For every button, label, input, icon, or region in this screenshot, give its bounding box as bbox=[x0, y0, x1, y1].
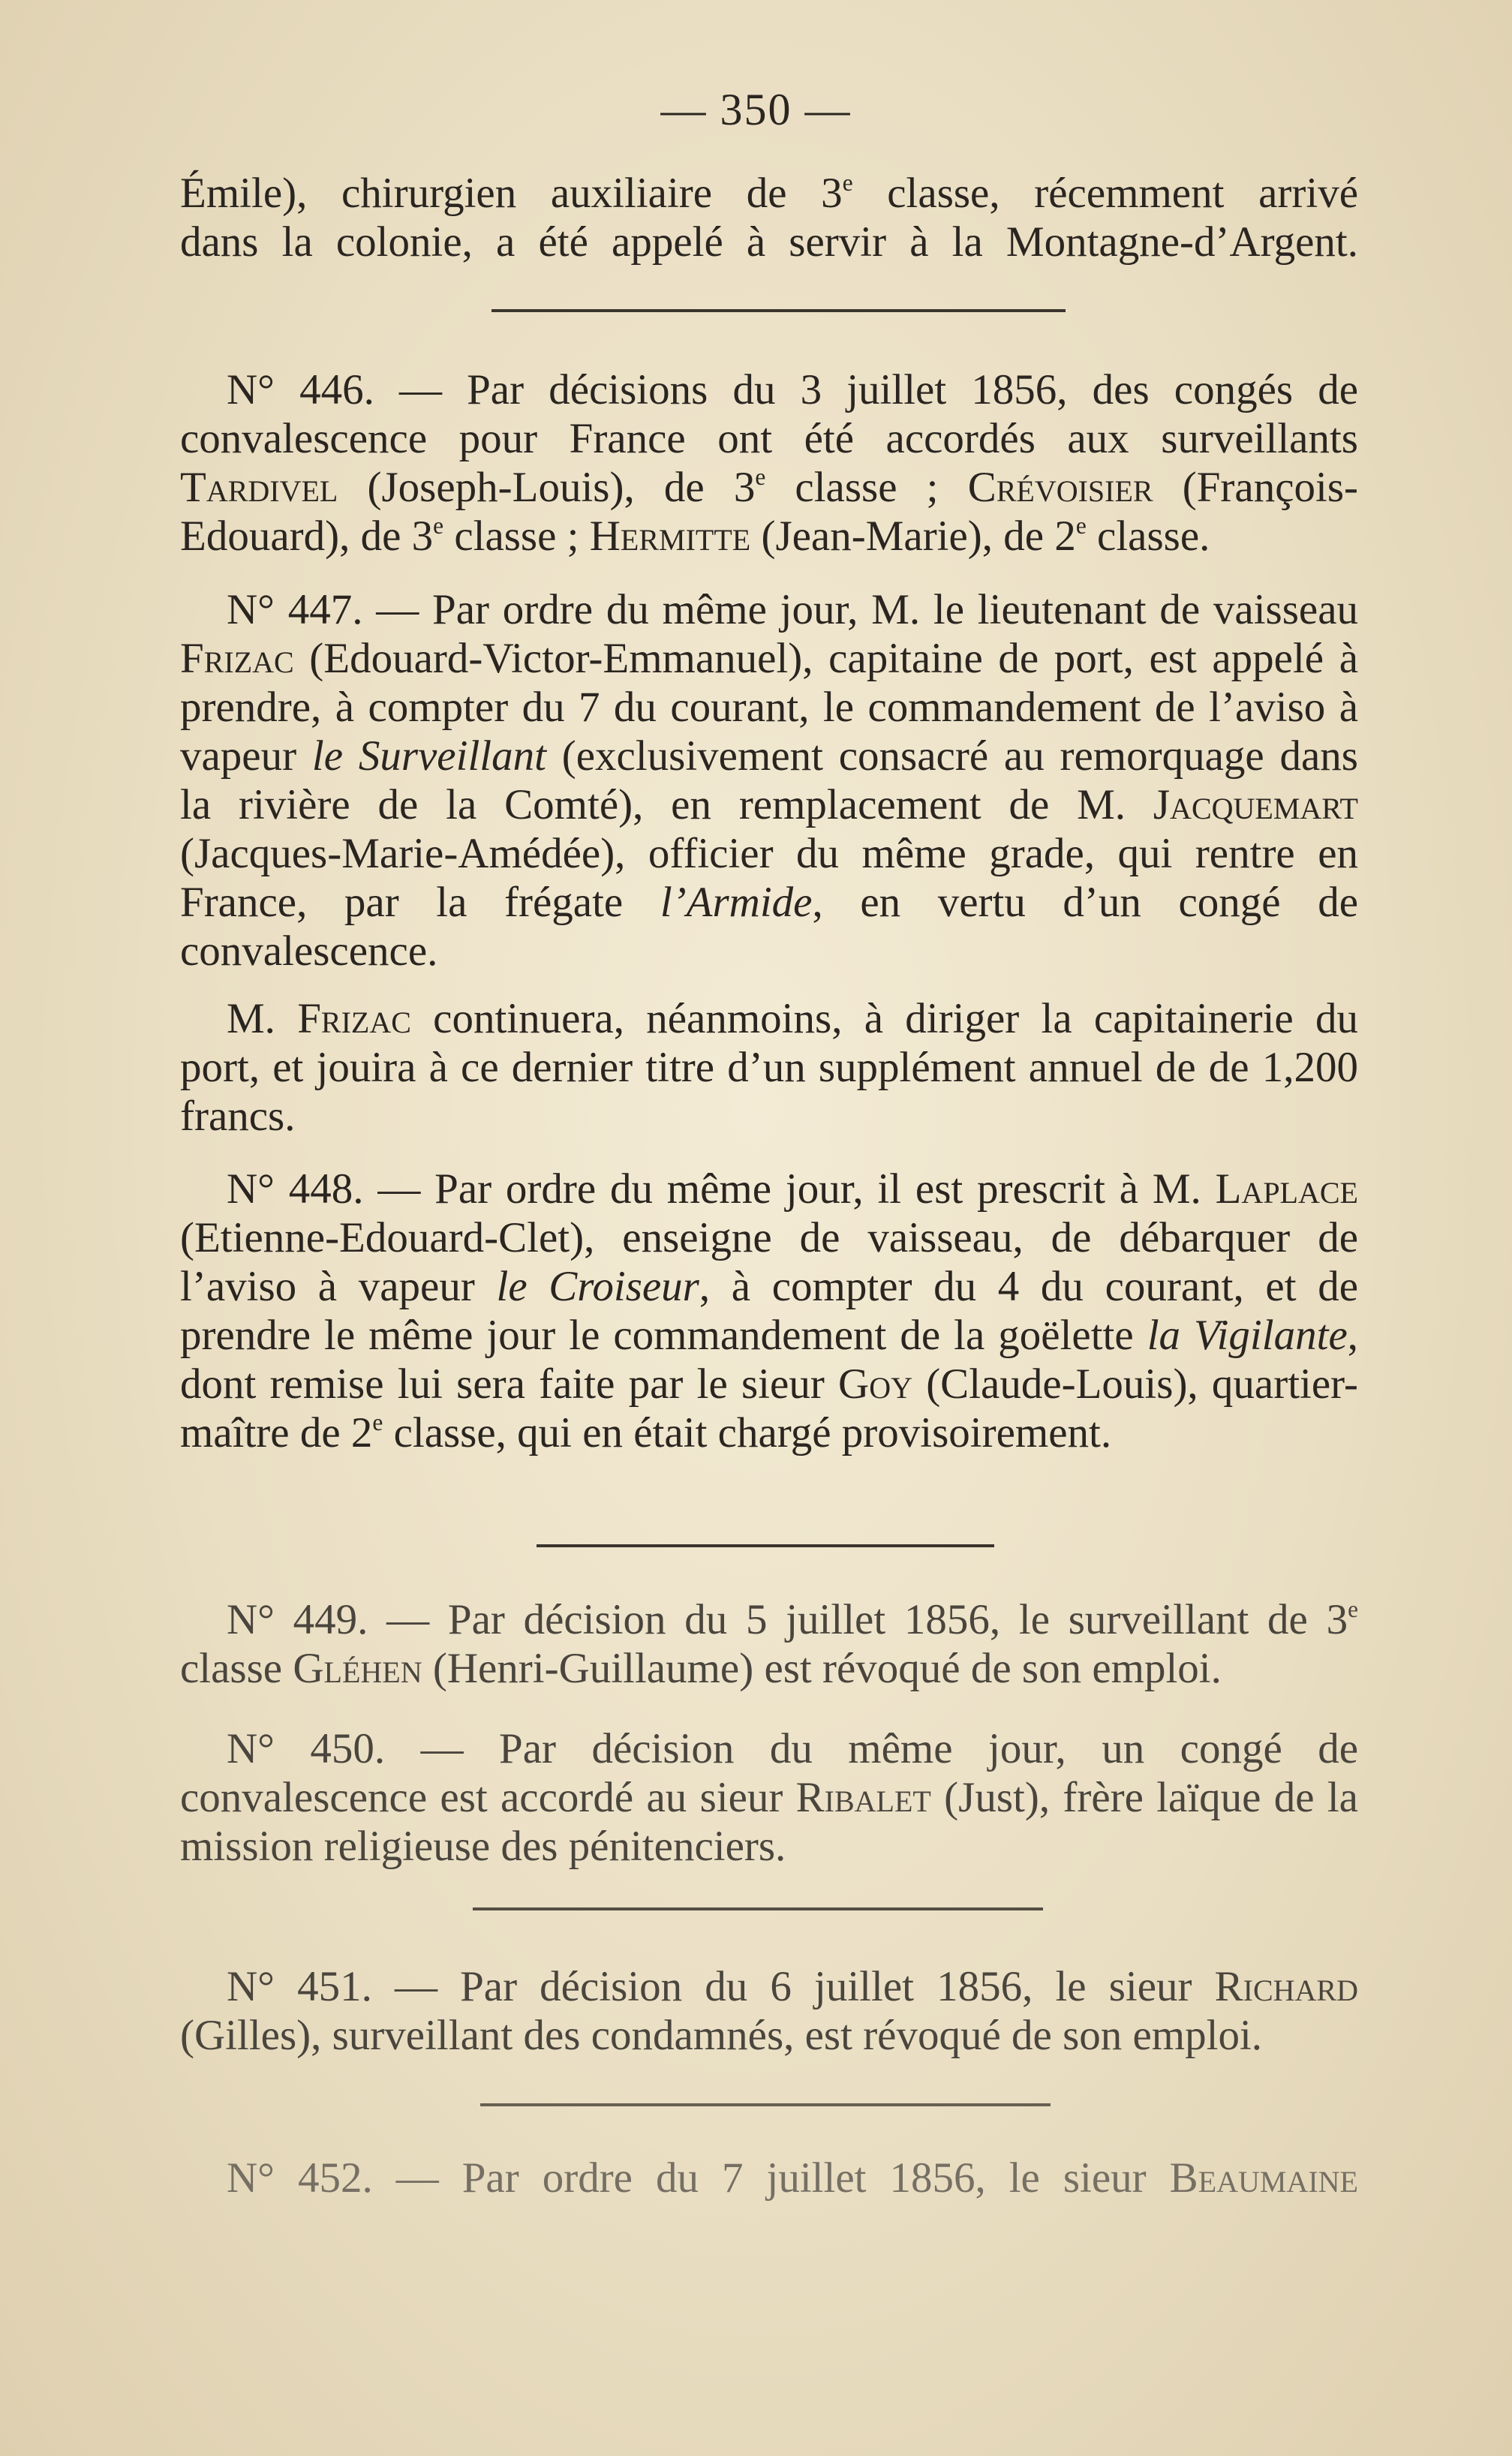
person-name: Goy bbox=[838, 1360, 912, 1408]
text: classe ; bbox=[765, 464, 968, 511]
section-divider bbox=[537, 1544, 994, 1547]
text: (exclusivement consacré au remorquage dans la rivière de la Comté), en remplacement de M. bbox=[180, 732, 1358, 828]
text: continuera, néanmoins, à diriger la capitainerie du port, et jouira à ce dernier titre d’un supplément annuel de de 1,200 francs. bbox=[180, 995, 1358, 1140]
decision-450 bbox=[180, 1724, 1358, 1871]
text: N° 446. — Par décisions du 3 juillet 1856, des congés de convalescence pour France ont été accordés aux surveillants bbox=[180, 366, 1358, 462]
text: , à compter du 4 du courant, et de prendre le même jour le commandement de la goëlette bbox=[180, 1263, 1358, 1359]
text: classe. bbox=[1086, 513, 1210, 560]
superscript: e bbox=[372, 1409, 383, 1436]
person-name: Ribalet bbox=[795, 1774, 931, 1821]
text: N° 449. — Par décision du 5 juillet 1856, le surveillant de 3 bbox=[227, 1596, 1348, 1643]
decision-449 bbox=[180, 1595, 1358, 1693]
person-name: Frizac bbox=[180, 635, 294, 682]
ship-name: le Croiseur bbox=[496, 1263, 699, 1310]
text: classe, qui en était chargé provisoirement. bbox=[383, 1409, 1112, 1456]
text: (Edouard-Victor-Emmanuel), capitaine de port, est appelé à prendre, à compter du 7 du courant, le commandement de l’aviso à vapeur bbox=[180, 635, 1358, 780]
text: N° 451. — Par décision du 6 juillet 1856, le sieur bbox=[227, 1963, 1215, 2010]
text: (Etienne-Edouard-Clet), enseigne de vaisseau, de débarquer de l’aviso à vapeur bbox=[180, 1214, 1358, 1310]
text: , dont remise lui sera faite par le sieur bbox=[180, 1312, 1358, 1408]
decision-452 bbox=[180, 2154, 1358, 2202]
page-number: — 350 — bbox=[660, 85, 852, 134]
text: (Jacques-Marie-Amédée), officier du même grade, qui rentre en France, par la frégate bbox=[180, 830, 1358, 926]
ship-name: l’Armide bbox=[660, 879, 813, 926]
section-divider bbox=[480, 2103, 1051, 2106]
section-divider bbox=[473, 1907, 1043, 1910]
person-name: Hermitte bbox=[589, 513, 751, 560]
person-name: Frizac bbox=[297, 995, 411, 1042]
text: N° 452. — Par ordre du 7 juillet 1856, le sieur bbox=[227, 2154, 1170, 2202]
text: M. bbox=[227, 995, 298, 1042]
text: , en vertu d’un congé de convalescence. bbox=[180, 879, 1359, 975]
text: (Claude-Louis), quartier-maître de 2 bbox=[180, 1360, 1358, 1456]
decision-447 bbox=[180, 585, 1358, 975]
decision-451 bbox=[180, 1962, 1358, 2060]
text: (Henri-Guillaume) est révoqué de son emploi. bbox=[422, 1645, 1222, 1692]
text: N° 450. — Par décision du même jour, un congé de convalescence est accordé au sieur bbox=[180, 1725, 1358, 1821]
decision-447-continued bbox=[180, 994, 1358, 1141]
text: (Joseph-Louis), de 3 bbox=[338, 464, 756, 511]
superscript: e bbox=[433, 513, 444, 540]
text: (François-Edouard), de 3 bbox=[180, 464, 1359, 560]
text: (Just), frère laïque de la mission religieuse des pénitenciers. bbox=[180, 1774, 1358, 1870]
person-name: Richard bbox=[1214, 1963, 1358, 2010]
text: classe ; bbox=[443, 513, 590, 560]
person-name: Tardivel bbox=[180, 464, 338, 511]
person-name: Laplace bbox=[1215, 1165, 1358, 1213]
text: Émile), chirurgien auxiliaire de 3 bbox=[180, 170, 843, 217]
ship-name: la Vigilante bbox=[1147, 1312, 1348, 1359]
person-name: Beaumaine bbox=[1169, 2154, 1358, 2202]
text: classe, récemment arrivé bbox=[852, 170, 1358, 217]
text: (Jean-Marie), de 2 bbox=[750, 513, 1076, 560]
text: dans la colonie, a été appelé à servir à la Montagne-d’Argent. bbox=[180, 218, 1358, 266]
text: N° 448. — Par ordre du même jour, il est prescrit à M. bbox=[227, 1165, 1216, 1213]
text: N° 447. — Par ordre du même jour, M. le lieutenant de vaisseau bbox=[227, 586, 1358, 633]
section-divider bbox=[491, 309, 1066, 312]
superscript: e bbox=[1075, 513, 1087, 540]
carryover-paragraph bbox=[180, 169, 1358, 266]
person-name: Jacquemart bbox=[1153, 781, 1358, 828]
person-name: Gléhen bbox=[293, 1645, 422, 1692]
superscript: e bbox=[755, 464, 766, 491]
ship-name: le Surveillant bbox=[311, 732, 546, 780]
text: classe bbox=[180, 1645, 293, 1692]
text: (Gilles), surveillant des condamnés, est révoqué de son emploi. bbox=[180, 2012, 1263, 2059]
decision-446 bbox=[180, 365, 1358, 561]
superscript: e bbox=[1348, 1596, 1358, 1623]
decision-448 bbox=[180, 1165, 1358, 1457]
superscript: e bbox=[842, 170, 853, 197]
person-name: Crévoisier bbox=[967, 464, 1153, 511]
